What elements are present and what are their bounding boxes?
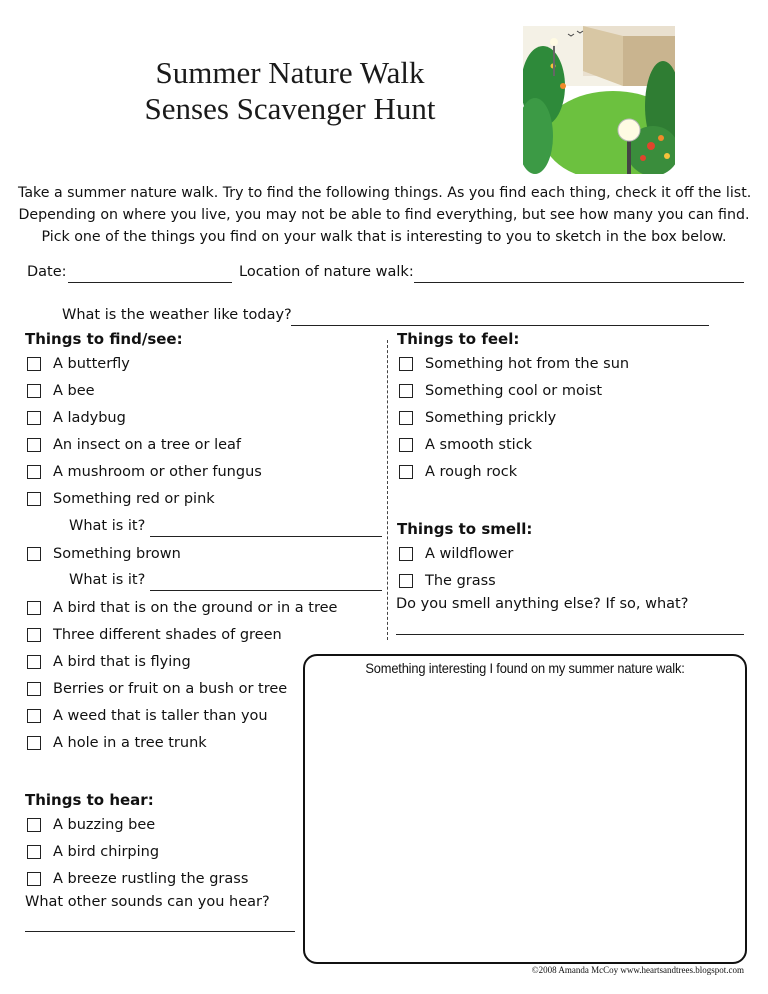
checkbox[interactable] xyxy=(27,438,41,452)
location-field[interactable] xyxy=(414,282,744,283)
checkbox[interactable] xyxy=(27,655,41,669)
location-label: Location of nature walk: xyxy=(239,264,414,280)
smell-item-label: A wildflower xyxy=(425,546,514,562)
see-item-label: A mushroom or other fungus xyxy=(53,464,262,480)
see-item-label: A hole in a tree trunk xyxy=(53,735,207,751)
checkbox[interactable] xyxy=(27,357,41,371)
checkbox[interactable] xyxy=(399,465,413,479)
checkbox[interactable] xyxy=(27,682,41,696)
see-item-label: An insect on a tree or leaf xyxy=(53,437,242,453)
feel-item-label: A rough rock xyxy=(425,464,518,480)
feel-item[interactable] xyxy=(399,356,629,372)
feel-item[interactable] xyxy=(399,464,517,480)
see-item[interactable] xyxy=(27,654,191,670)
checkbox[interactable] xyxy=(399,384,413,398)
see-item[interactable] xyxy=(27,356,130,372)
checkbox[interactable] xyxy=(399,574,413,588)
what-is-it-field-2[interactable] xyxy=(150,590,382,591)
column-divider xyxy=(387,340,388,640)
title-line-1: Summer Nature Walk xyxy=(155,55,425,90)
feel-item-label: A smooth stick xyxy=(425,437,533,453)
garden-illustration xyxy=(523,26,675,174)
see-item-label: A butterfly xyxy=(53,356,130,372)
what-is-it-label-2: What is it? xyxy=(69,572,146,588)
checkbox[interactable] xyxy=(399,411,413,425)
see-heading: Things to find/see: xyxy=(25,330,183,348)
see-item-label: A bird that is on the ground or in a tree xyxy=(53,600,338,616)
see-item[interactable] xyxy=(27,546,181,562)
title-line-2: Senses Scavenger Hunt xyxy=(144,91,436,126)
hear-item-label: A bird chirping xyxy=(53,844,160,860)
checkbox[interactable] xyxy=(27,547,41,561)
smell-item-label: The grass xyxy=(425,573,496,589)
see-item[interactable] xyxy=(27,681,287,697)
date-label: Date: xyxy=(27,264,67,280)
intro-line-2: Depending on where you live, you may not be able to find everything, but see how many you can find. xyxy=(18,207,750,223)
checkbox[interactable] xyxy=(27,709,41,723)
smell-answer-field[interactable] xyxy=(396,634,744,635)
see-item-label: Berries or fruit on a bush or tree xyxy=(53,681,288,697)
feel-heading: Things to feel: xyxy=(397,330,520,348)
smell-item[interactable] xyxy=(399,546,513,562)
intro-line-3: Pick one of the things you find on your walk that is interesting to you to sketch in the box below. xyxy=(41,229,727,245)
hear-item[interactable] xyxy=(27,844,159,860)
see-item-label: Three different shades of green xyxy=(53,627,282,643)
see-item[interactable] xyxy=(27,735,207,751)
feel-item[interactable] xyxy=(399,437,532,453)
smell-heading: Things to smell: xyxy=(397,520,533,538)
feel-item-label: Something prickly xyxy=(425,410,557,426)
see-item-label: Something red or pink xyxy=(53,491,215,507)
checkbox[interactable] xyxy=(27,845,41,859)
feel-item-label: Something cool or moist xyxy=(425,383,603,399)
checkbox[interactable] xyxy=(27,818,41,832)
see-item[interactable] xyxy=(27,464,262,480)
sketch-caption: Something interesting I found on my summer nature walk: xyxy=(365,660,685,676)
see-item[interactable] xyxy=(27,600,337,616)
hear-question: What other sounds can you hear? xyxy=(25,894,270,910)
checkbox[interactable] xyxy=(399,357,413,371)
sketch-box[interactable] xyxy=(303,654,747,964)
checkbox[interactable] xyxy=(27,492,41,506)
checkbox[interactable] xyxy=(27,465,41,479)
see-item[interactable] xyxy=(27,383,95,399)
hear-answer-field[interactable] xyxy=(25,931,295,932)
see-item-label: Something brown xyxy=(53,546,181,562)
see-item-label: A ladybug xyxy=(53,410,126,426)
what-is-it-label-1: What is it? xyxy=(69,518,146,534)
intro-line-1: Take a summer nature walk. Try to find the following things. As you find each thing, check it off the list. xyxy=(18,185,752,201)
hear-item[interactable] xyxy=(27,871,248,887)
see-item-label: A bird that is flying xyxy=(53,654,191,670)
see-item[interactable] xyxy=(27,627,282,643)
see-item-label: A weed that is taller than you xyxy=(53,708,268,724)
see-item[interactable] xyxy=(27,708,268,724)
checkbox[interactable] xyxy=(27,736,41,750)
date-field[interactable] xyxy=(68,282,232,283)
feel-item[interactable] xyxy=(399,410,556,426)
feel-item-label: Something hot from the sun xyxy=(425,356,630,372)
smell-question: Do you smell anything else? If so, what? xyxy=(396,596,689,612)
hear-item-label: A breeze rustling the grass xyxy=(53,871,249,887)
checkbox[interactable] xyxy=(27,601,41,615)
see-item[interactable] xyxy=(27,437,241,453)
weather-label: What is the weather like today? xyxy=(62,307,292,323)
see-item[interactable] xyxy=(27,491,215,507)
checkbox[interactable] xyxy=(399,547,413,561)
checkbox[interactable] xyxy=(27,384,41,398)
checkbox[interactable] xyxy=(27,872,41,886)
feel-item[interactable] xyxy=(399,383,602,399)
checkbox[interactable] xyxy=(27,411,41,425)
weather-field[interactable] xyxy=(291,325,709,326)
copyright-note: ©2008 Amanda McCoy www.heartsandtrees.blogspot.com xyxy=(531,965,744,975)
see-item[interactable] xyxy=(27,410,126,426)
hear-item[interactable] xyxy=(27,817,155,833)
see-item-label: A bee xyxy=(53,383,95,399)
checkbox[interactable] xyxy=(399,438,413,452)
what-is-it-field-1[interactable] xyxy=(150,536,382,537)
hear-item-label: A buzzing bee xyxy=(53,817,156,833)
checkbox[interactable] xyxy=(27,628,41,642)
hear-heading: Things to hear: xyxy=(25,791,154,809)
smell-item[interactable] xyxy=(399,573,496,589)
